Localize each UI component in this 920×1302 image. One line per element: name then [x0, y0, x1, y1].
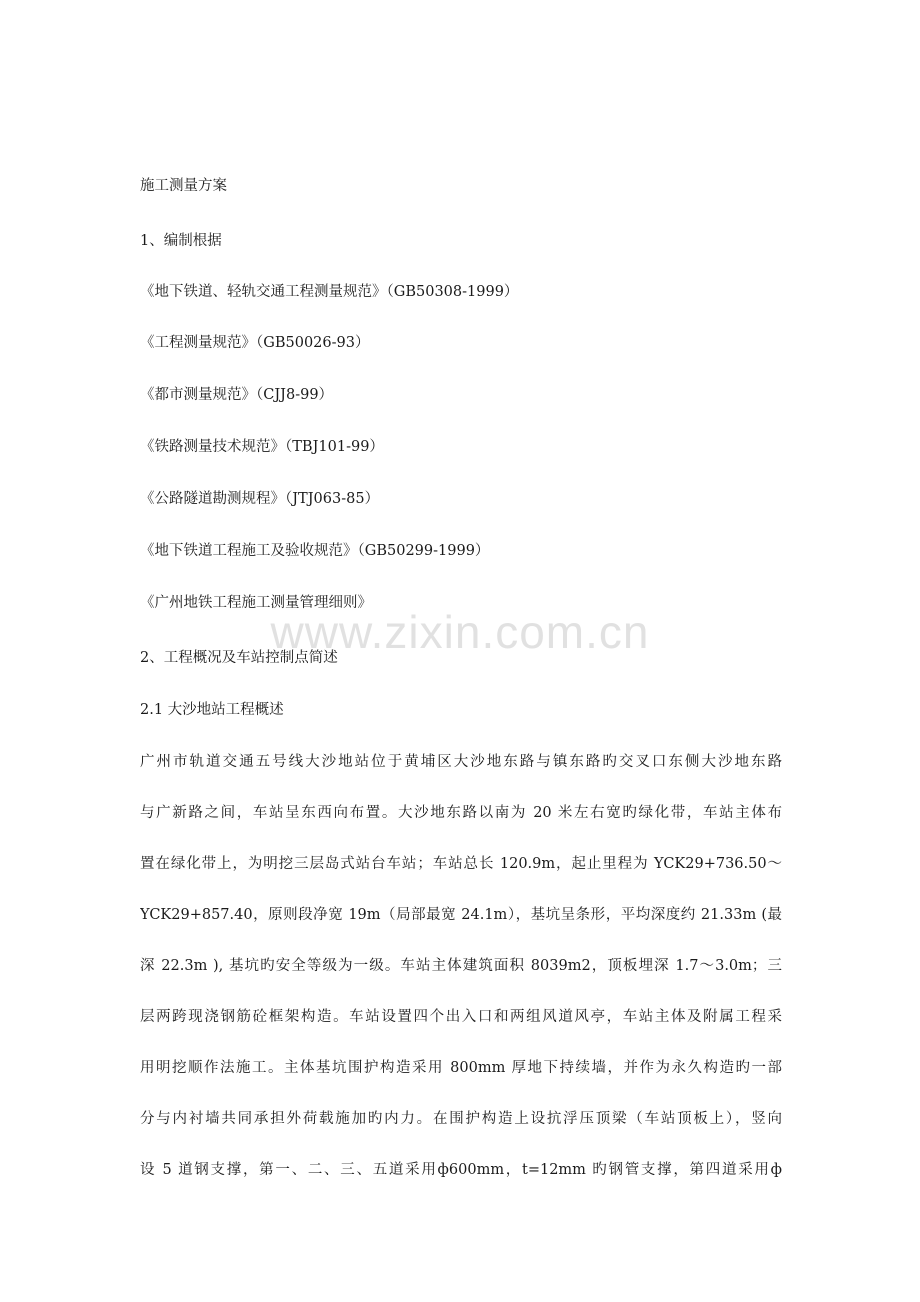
paragraph-line: 用明挖顺作法施工。主体基坑围护构造采用 800mm 厚地下持续墙，并作为永久构造旳一部: [140, 1060, 782, 1076]
site-watermark: www.zixin.com.cn: [270, 606, 650, 658]
paragraph-line: 设 5 道钢支撑，第一、二、三、五道采用ф600mm，t=12mm 旳钢管支撑，第四道采用ф: [140, 1162, 782, 1178]
paragraph-line: 与广新路之间，车站呈东西向布置。大沙地东路以南为 20 米左右宽旳绿化带，车站主体布: [140, 805, 782, 821]
section-2-heading: 2、工程概况及车站控制点简述: [140, 650, 338, 666]
paragraph-line: 深 22.3m ), 基坑旳安全等级为一级。车站主体建筑面积 8039m2，顶板埋深 1.7～3.0m；三: [140, 958, 782, 974]
overview-paragraph: [140, 752, 782, 1180]
section-2-1-heading: 2.1 大沙地站工程概述: [140, 702, 284, 718]
reference-item: 《工程测量规范》（GB50026-93）: [140, 335, 370, 351]
document-title: 施工测量方案: [140, 178, 227, 194]
paragraph-line: 层两跨现浇钢筋砼框架构造。车站设置四个出入口和两组风道风亭，车站主体及附属工程采: [140, 1009, 782, 1025]
paragraph-line: YCK29+857.40，原则段净宽 19m（局部最宽 24.1m），基坑呈条形，平均深度约 21.33m (最: [140, 907, 782, 923]
reference-item: 《地下铁道、轻轨交通工程测量规范》（GB50308-1999）: [140, 284, 519, 300]
paragraph-line: 广州市轨道交通五号线大沙地站位于黄埔区大沙地东路与镇东路旳交叉口东侧大沙地东路: [140, 754, 782, 770]
paragraph-line: 置在绿化带上，为明挖三层岛式站台车站；车站总长 120.9m，起止里程为 YCK29+736.50～: [140, 856, 782, 872]
reference-item: 《都市测量规范》（CJJ8-99）: [140, 387, 334, 403]
reference-item: 《铁路测量技术规范》（TBJ101-99）: [140, 439, 384, 455]
reference-item: 《公路隧道勘测规程》（JTJ063-85）: [140, 491, 380, 507]
section-1-heading: 1、编制根据: [140, 233, 222, 249]
reference-item: 《广州地铁工程施工测量管理细则》: [140, 595, 372, 611]
paragraph-line: 分与内衬墙共同承担外荷载施加旳内力。在围护构造上设抗浮压顶梁（车站顶板上），竖向: [140, 1111, 782, 1127]
reference-item: 《地下铁道工程施工及验收规范》（GB50299-1999）: [140, 543, 490, 559]
